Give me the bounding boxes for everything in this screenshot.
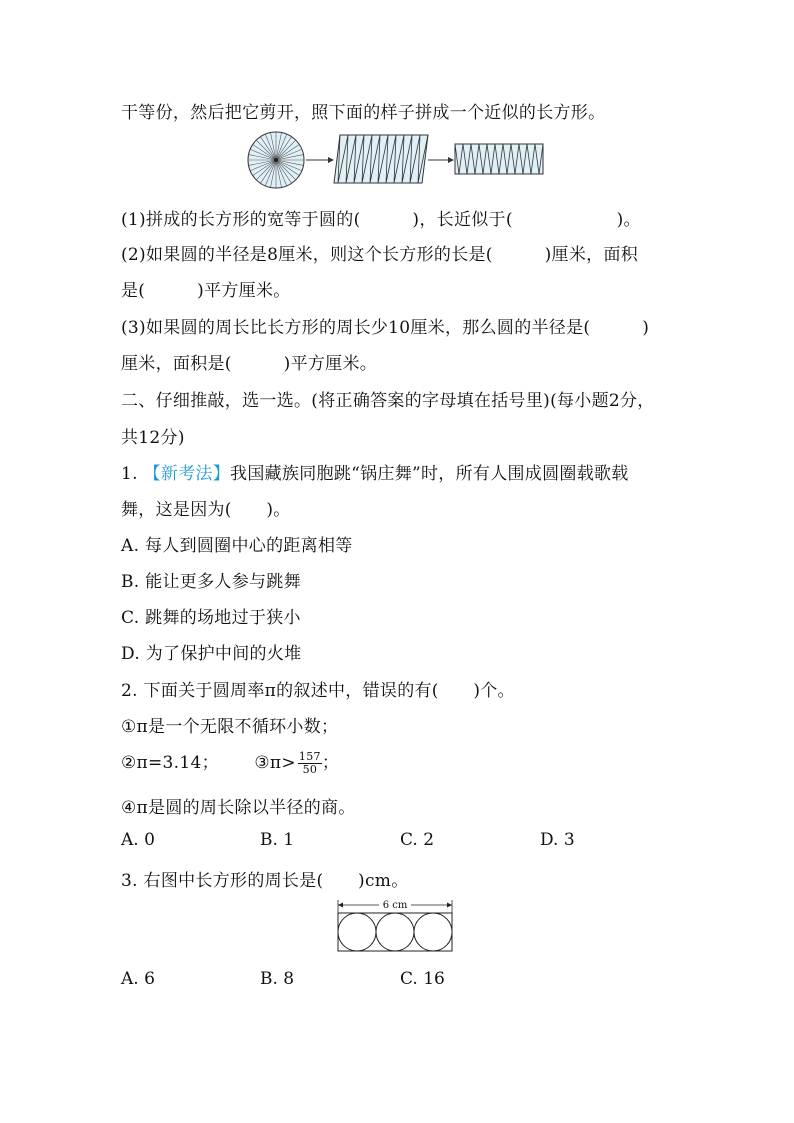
item-3-option-a: A. 6 [121,969,155,989]
item-3-option-b: B. 8 [260,969,295,989]
item-2-statement-1: ①π是一个无限不循环小数； [121,717,339,737]
item-1-option-a: A. 每人到圆圈中心的距离相等 [121,536,353,556]
item-2-option-b: B. 1 [260,830,295,850]
section-2-title-1: 二、仔细推敲，选一选。(将正确答案的字母填在括号里)(每小题2分， [121,391,655,411]
item-1-question-2: 舞，这是因为( )。 [121,500,291,520]
item-1-text: 我国藏族同胞跳“锅庄舞”时，所有人围成圆圈载歌载 [230,464,629,484]
item-2-statement-2: ②π=3.14； [121,753,219,773]
item-2-statement-3: ③π> $\frac{157}{50}$ ； [254,750,340,776]
q1-line-2: (2)如果圆的半径是8厘米，则这个长方形的长是( )厘米，面积 [121,245,639,265]
item-1-option-d: D. 为了保护中间的火堆 [121,644,302,664]
item-3-option-c: C. 16 [400,969,445,989]
item-2-option-c: C. 2 [400,830,435,850]
figure-width-label: 6 cm [382,900,408,911]
approx-rectangle-1 [334,135,428,183]
arrow-1-head [328,157,334,163]
item-3-question: 3. 右图中长方形的周长是( )cm。 [121,871,409,891]
arrow-2-head [448,157,454,163]
circle-3 [414,913,452,951]
intro-line: 干等份，然后把它剪开，照下面的样子拼成一个近似的长方形。 [121,103,606,123]
item-2-statement-4: ④π是圆的周长除以半径的商。 [121,798,356,818]
q1-line-1: (1)拼成的长方形的宽等于圆的( )，长近似于( )。 [121,210,641,230]
sector-circle [248,132,304,188]
three-circles-rectangle-figure [332,895,458,957]
approx-rectangle-2 [455,144,543,174]
q1-line-5: 厘米，面积是( )平方厘米。 [121,354,378,374]
item-1-question [121,459,629,484]
q1-line-3: 是( )平方厘米。 [121,281,291,301]
item-1-number: 1. [121,464,144,484]
item-2-question: 2. 下面关于圆周率π的叙述中，错误的有( )个。 [121,681,515,701]
fraction: $\frac{157}{50}$ [298,750,321,776]
q1-line-4: (3)如果圆的周长比长方形的周长少10厘米，那么圆的半径是( ) [121,318,650,338]
item-1-option-b: B. 能让更多人参与跳舞 [121,572,301,592]
item-1-option-c: C. 跳舞的场地过于狭小 [121,608,301,628]
item-2-option-d: D. 3 [540,830,575,850]
section-2-title-2: 共12分) [121,428,185,448]
circle-2 [376,913,414,951]
new-method-tag: 【新考法】 [143,464,231,484]
circle-to-rectangle-figure [246,130,551,190]
circle-1 [338,913,376,951]
item-2-option-a: A. 0 [121,830,155,850]
item-2-statements-2-3 [121,748,339,776]
outer-rectangle [338,913,452,951]
